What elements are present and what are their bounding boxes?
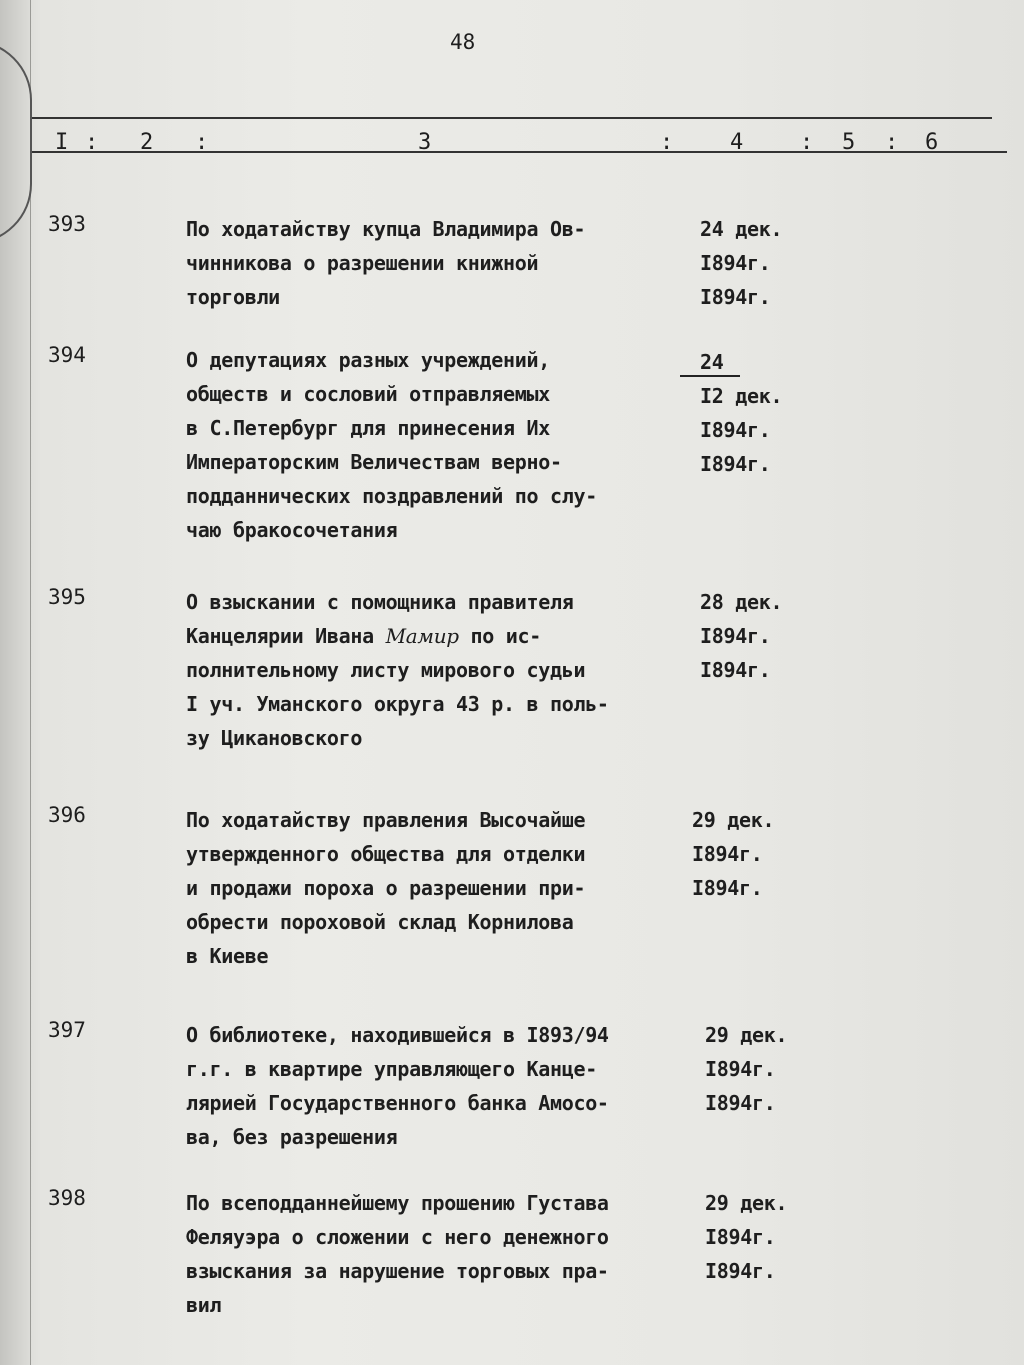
column-header: I: [55, 130, 69, 155]
entry-dates: [705, 1018, 815, 1120]
column-separator: :: [800, 130, 814, 155]
description-line: О депутациях разных учреждений,: [186, 348, 550, 372]
description-line: Феляуэра о сложении с него денежного: [186, 1225, 609, 1249]
column-separator: :: [85, 130, 99, 155]
binding-curve: [0, 40, 32, 244]
description-line: утвержденного общества для отделки: [186, 842, 586, 866]
date-line: I894г.: [705, 1225, 776, 1249]
entry-dates: [692, 803, 802, 905]
description-line: По ходатайству купца Владимира Ов-: [186, 217, 586, 241]
description-line: в Киеве: [186, 944, 269, 968]
date-line: 28 дек.: [700, 590, 783, 614]
date-line: I894г.: [692, 876, 763, 900]
date-line: I894г.: [705, 1091, 776, 1115]
date-line: I894г.: [700, 658, 771, 682]
entry-number: 393: [48, 212, 86, 236]
header-rule-top: [32, 117, 992, 119]
date-line: I894г.: [700, 452, 771, 476]
entry-description: [186, 343, 706, 547]
column-separator: :: [885, 130, 899, 155]
description-line: По всеподданнейшему прошению Густава: [186, 1191, 609, 1215]
description-line: полнительному листу мирового судьи: [186, 658, 586, 682]
entry-description: [186, 1018, 706, 1154]
description-line: О взыскании с помощника правителя: [186, 590, 574, 614]
description-line: зу Цикановского: [186, 726, 363, 750]
date-line: I894г.: [700, 251, 771, 275]
date-line: I894г.: [700, 285, 771, 309]
description-line: г.г. в квартире управляющего Канце-: [186, 1057, 597, 1081]
description-text: Канцелярии Ивана: [186, 624, 374, 648]
entry-number: 394: [48, 343, 86, 367]
description-line: взыскания за нарушение торговых пра-: [186, 1259, 609, 1283]
page-number: 48: [450, 30, 476, 54]
description-line: [186, 619, 706, 653]
entry-description: [186, 212, 706, 314]
entry-number: 395: [48, 585, 86, 609]
description-line: торговли: [186, 285, 280, 309]
description-line: ва, без разрешения: [186, 1125, 398, 1149]
entry-dates: [700, 212, 810, 314]
description-line: По ходатайству правления Высочайше: [186, 808, 586, 832]
date-line: 24 дек.: [700, 217, 783, 241]
handwritten-underline: [680, 375, 740, 377]
date-line: 29 дек.: [705, 1023, 788, 1047]
date-line: 24: [700, 350, 724, 374]
entry-dates: [700, 585, 810, 687]
header-rule-bottom: [32, 151, 1007, 153]
entry-description: [186, 1186, 706, 1322]
date-line: I2 дек.: [700, 384, 783, 408]
date-line: 29 дек.: [705, 1191, 788, 1215]
description-line: вил: [186, 1293, 222, 1317]
column-separator: :: [195, 130, 209, 155]
column-header: 3: [418, 130, 432, 155]
description-line: чинникова о разрешении книжной: [186, 251, 539, 275]
description-text: по ис-: [470, 624, 541, 648]
date-line: I894г.: [705, 1057, 776, 1081]
date-line: I894г.: [705, 1259, 776, 1283]
entry-description: [186, 585, 706, 755]
entry-number: 398: [48, 1186, 86, 1210]
column-header: 6: [925, 130, 939, 155]
binding-edge: [0, 0, 31, 1365]
description-line: чаю бракосочетания: [186, 518, 398, 542]
description-line: обществ и сословий отправляемых: [186, 382, 550, 406]
date-line: I894г.: [692, 842, 763, 866]
date-line: I894г.: [700, 624, 771, 648]
column-header: 5: [842, 130, 856, 155]
handwritten-name: Мамир: [385, 624, 459, 648]
entry-dates: [700, 345, 810, 481]
description-line: лярией Государственного банка Амосо-: [186, 1091, 609, 1115]
column-header: 4: [730, 130, 744, 155]
description-line: О библиотеке, находившейся в I893/94: [186, 1023, 609, 1047]
description-line: обрести пороховой склад Корнилова: [186, 910, 574, 934]
description-line: Императорским Величествам верно-: [186, 450, 562, 474]
description-line: подданнических поздравлений по слу-: [186, 484, 597, 508]
description-line: в С.Петербург для принесения Их: [186, 416, 550, 440]
description-line: и продажи пороха о разрешении при-: [186, 876, 586, 900]
date-line: I894г.: [700, 418, 771, 442]
column-separator: :: [660, 130, 674, 155]
entry-dates: [705, 1186, 815, 1288]
column-header: 2: [140, 130, 154, 155]
entry-number: 397: [48, 1018, 86, 1042]
description-line: I уч. Уманского округа 43 р. в поль-: [186, 692, 609, 716]
entry-number: 396: [48, 803, 86, 827]
entry-description: [186, 803, 706, 973]
date-line: 29 дек.: [692, 808, 775, 832]
